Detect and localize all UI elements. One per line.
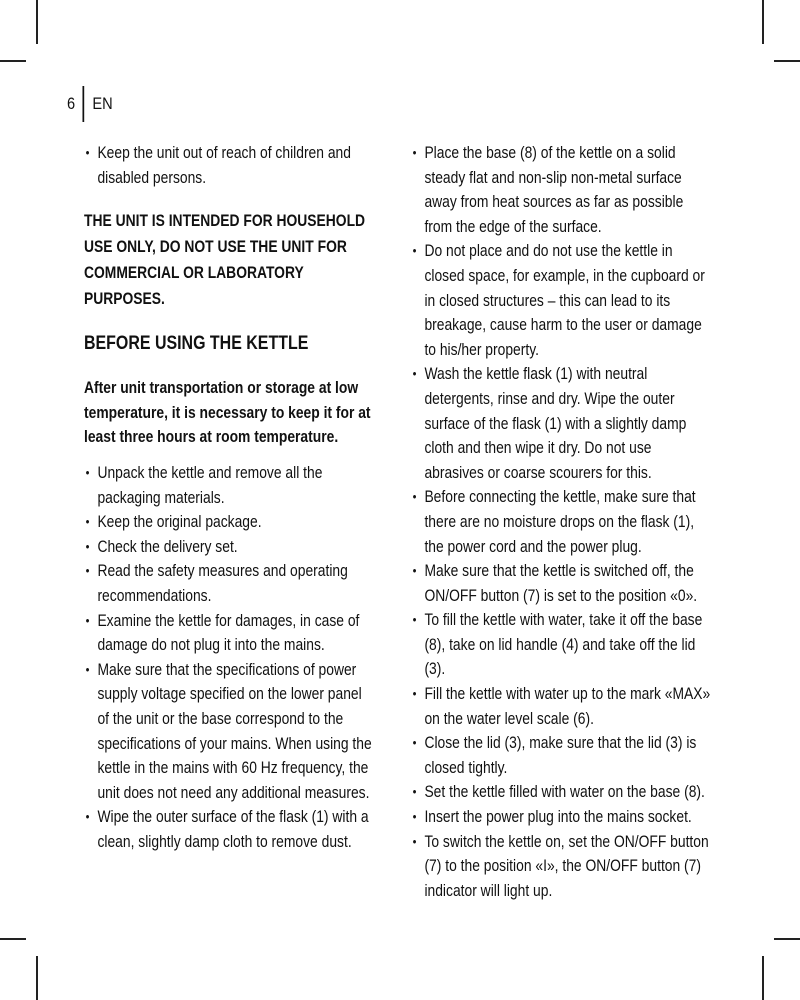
list-item: • Make sure that the kettle is switched off, the ON/OFF button (7) is set to the position «0». xyxy=(411,559,711,608)
crop-mark-top-left-vertical xyxy=(36,0,38,44)
list-item: • Fill the kettle with water up to the mark «MAX» on the water level scale (6). xyxy=(411,682,711,731)
language-code: EN xyxy=(92,94,113,113)
list-item: • Place the base (8) of the kettle on a solid steady flat and non-slip non-metal surface away from heat sources as far as possible from the edge of the surface. xyxy=(411,141,711,239)
crop-mark-bottom-right-horizontal xyxy=(774,938,800,940)
storage-note: After unit transportation or storage at low temperature, it is necessary to keep it for at least three hours at room temperature. xyxy=(84,379,371,447)
left-column xyxy=(84,141,374,854)
list-item: • Unpack the kettle and remove all the packaging materials. xyxy=(84,461,374,510)
section-title: BEFORE USING THE KETTLE xyxy=(84,333,309,355)
list-item: • Read the safety measures and operating recommendations. xyxy=(84,559,374,608)
list-item: • Wash the kettle flask (1) with neutral detergents, rinse and dry. Wipe the outer surface of the flask (1) with a slightly damp cloth and then wipe it dry. Do not use abrasives or coarse scourers for this. xyxy=(411,362,711,485)
crop-mark-bottom-left-horizontal xyxy=(0,938,26,940)
list-item: • Do not place and do not use the kettle in closed space, for example, in the cupboard or in closed structures – this can lead to its breakage, cause harm to the user or damage to his/her property. xyxy=(411,239,711,362)
instructions-list xyxy=(411,141,711,903)
list-item: • Set the kettle filled with water on the base (8). xyxy=(411,780,711,805)
household-use-warning: THE UNIT IS INTENDED FOR HOUSEHOLD USE ONLY, DO NOT USE THE UNIT FOR COMMERCIAL OR LABORATORY PURPOSES. xyxy=(84,212,366,309)
list-item: • Check the delivery set. xyxy=(84,535,374,560)
list-item: • Wipe the outer surface of the flask (1) with a clean, slightly damp cloth to remove dust. xyxy=(84,805,374,854)
crop-mark-bottom-right-vertical xyxy=(762,956,764,1000)
preparation-list xyxy=(84,461,374,855)
crop-mark-top-right-horizontal xyxy=(774,60,800,62)
crop-mark-bottom-left-vertical xyxy=(36,956,38,1000)
list-item: • Insert the power plug into the mains socket. xyxy=(411,805,711,830)
list-item: • Close the lid (3), make sure that the lid (3) is closed tightly. xyxy=(411,731,711,780)
list-item: • Make sure that the specifications of power supply voltage specified on the lower panel of the unit or the base correspond to the specifications of your mains. When using the kettle in the mains with 60 Hz frequency, the unit does not need any additional measures. xyxy=(84,658,374,806)
list-item: • To fill the kettle with water, take it off the base (8), take on lid handle (4) and take off the lid (3). xyxy=(411,608,711,682)
crop-mark-top-right-vertical xyxy=(762,0,764,44)
page-header xyxy=(67,84,113,124)
page-number: 6 xyxy=(67,94,76,113)
list-item: • Before connecting the kettle, make sure that there are no moisture drops on the flask (1), the power cord and the power plug. xyxy=(411,485,711,559)
list-item: • To switch the kettle on, set the ON/OFF button (7) to the position «I», the ON/OFF button (7) indicator will light up. xyxy=(411,830,711,904)
crop-mark-top-left-horizontal xyxy=(0,60,26,62)
list-item: • Keep the original package. xyxy=(84,510,374,535)
intro-list xyxy=(84,141,374,190)
list-item: • Keep the unit out of reach of children and disabled persons. xyxy=(84,141,374,190)
right-column xyxy=(411,141,711,903)
list-item: • Examine the kettle for damages, in case of damage do not plug it into the mains. xyxy=(84,609,374,658)
